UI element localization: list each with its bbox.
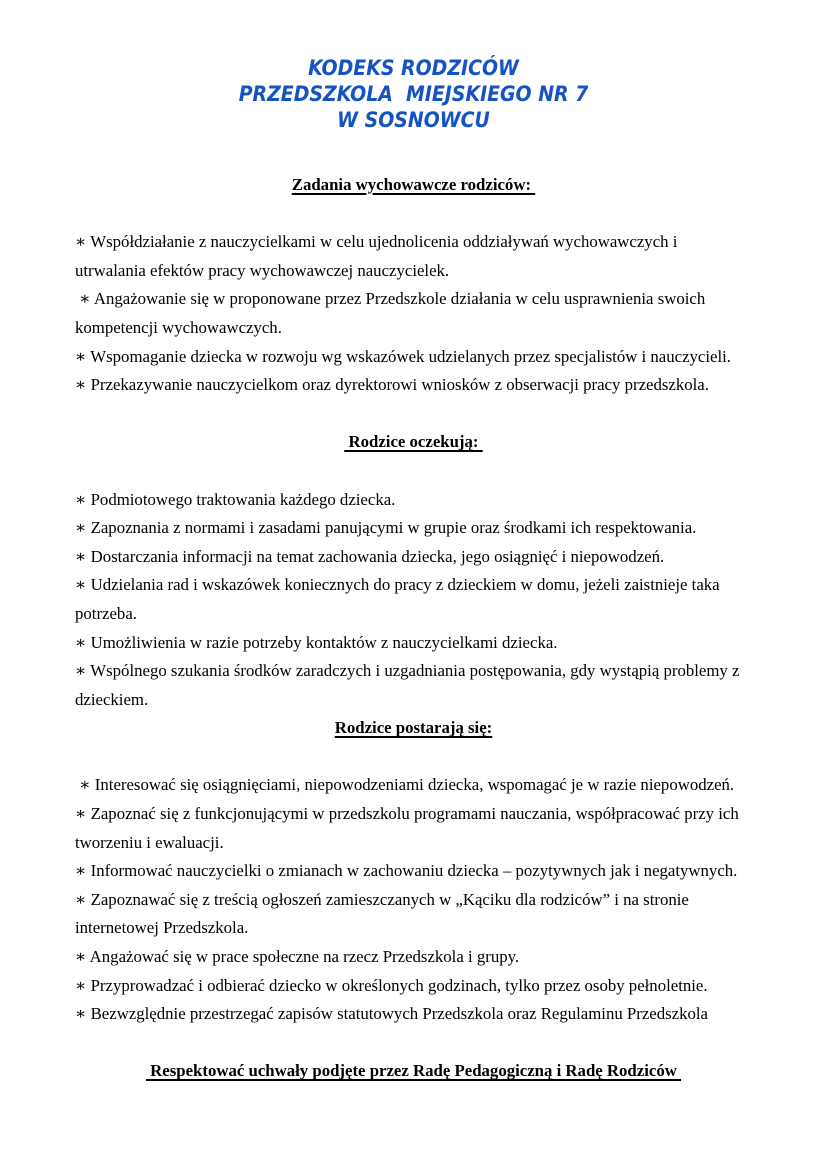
bullet-item: ∗ Współdziałanie z nauczycielkami w celu ujednolicenia oddziaływań wychowawczych i utrwalania efektów pracy wychowawczej nauczycielek.	[75, 232, 682, 280]
section-3	[75, 714, 752, 1029]
bullet-item: ∗ Zapoznać się z funkcjonującymi w przedszkolu programami nauczania, współpracować przy ich tworzeniu i ewaluacji.	[75, 804, 743, 852]
bullet-item: ∗ Wspomaganie dziecka w rozwoju wg wskazówek udzielanych przez specjalistów i nauczycieli.	[75, 346, 731, 366]
section-heading: Zadania wychowawcze rodziców:	[291, 175, 536, 194]
bullet-item: ∗ Udzielania rad i wskazówek koniecznych do pracy z dzieckiem w domu, jeżeli zaistnieje taka potrzeba.	[75, 575, 724, 623]
bullet-item: ∗ Bezwzględnie przestrzegać zapisów statutowych Przedszkola oraz Regulaminu Przedszkola	[75, 1004, 709, 1024]
title-line-2: PRZEDSZKOLA MIEJSKIEGO NR 7	[238, 82, 589, 106]
title-line-3: W SOSNOWCU	[337, 108, 490, 132]
section-heading: Rodzice postarają się:	[334, 718, 493, 738]
document-body	[75, 171, 752, 1029]
bullet-item: ∗ Wspólnego szukania środków zaradczych i uzgadniania postępowania, gdy wystąpią problemy z dzieckiem.	[75, 661, 744, 709]
footer-statement: Respektować uchwały podjęte przez Radę Pedagogiczną i Radę Rodziców	[145, 1061, 682, 1081]
section-1	[75, 171, 752, 400]
title-line-1: KODEKS RODZICÓW	[308, 56, 519, 80]
bullet-item: ∗ Umożliwienia w razie potrzeby kontaktów z nauczycielkami dziecka.	[75, 632, 558, 652]
bullet-item: ∗ Angażować się w prace społeczne na rzecz Przedszkola i grupy.	[75, 947, 520, 967]
document-title	[75, 55, 752, 133]
bullet-item: ∗ Przekazywanie nauczycielkom oraz dyrektorowi wniosków z obserwacji pracy przedszkola.	[75, 375, 709, 395]
section-heading: Rodzice oczekują:	[344, 432, 483, 452]
bullet-item: ∗ Podmiotowego traktowania każdego dziecka.	[75, 489, 396, 509]
bullet-item: ∗ Zapoznania z normami i zasadami panującymi w grupie oraz środkami ich respektowania.	[75, 518, 697, 538]
bullet-item: ∗ Angażowanie się w proponowane przez Przedszkole działania w celu usprawnienia swoich kompetencji wychowawczych.	[75, 289, 710, 337]
section-2	[75, 428, 752, 714]
bullet-item: ∗ Interesować się osiągnięciami, niepowodzeniami dziecka, wspomagać je w razie niepowodzeń.	[75, 775, 735, 795]
bullet-item: ∗ Zapoznawać się z treścią ogłoszeń zamieszczanych w „Kąciku dla rodziców” i na stronie internetowej Przedszkola.	[75, 889, 694, 938]
bullet-item: ∗ Informować nauczycielki o zmianach w zachowaniu dziecka – pozytywnych jak i negatywnych.	[75, 861, 738, 881]
bullet-item: ∗ Dostarczania informacji na temat zachowania dziecka, jego osiągnięć i niepowodzeń.	[75, 546, 665, 566]
bullet-item: ∗ Przyprowadzać i odbierać dziecko w określonych godzinach, tylko przez osoby pełnoletnie.	[75, 975, 708, 995]
